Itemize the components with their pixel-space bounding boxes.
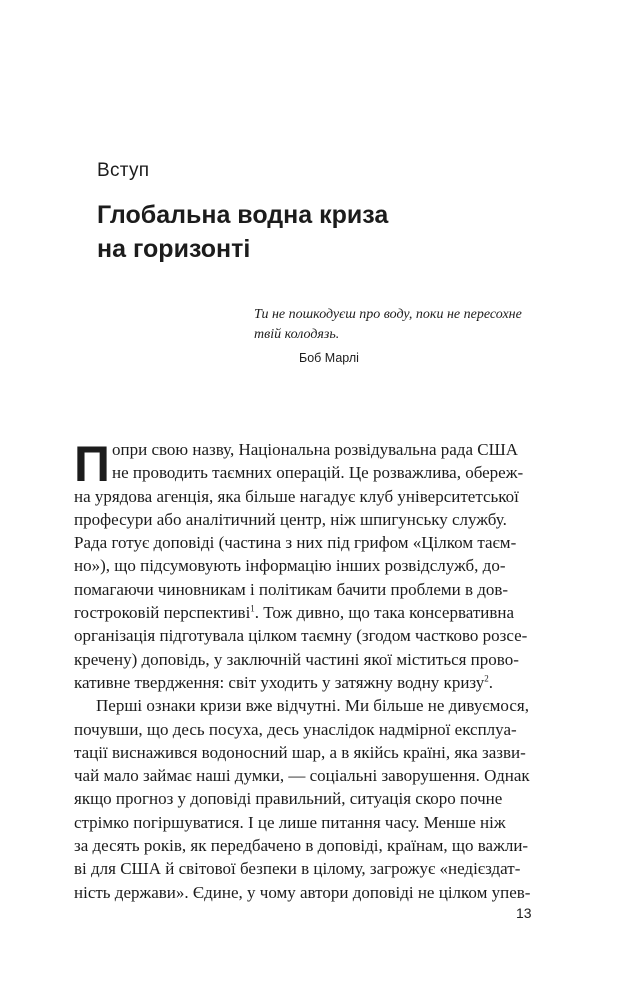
text-fragment: гостроковій перспективі — [74, 603, 251, 623]
epigraph-author: Боб Марлі — [299, 351, 359, 365]
footnote-ref[interactable]: 2 — [484, 673, 489, 684]
text-line: професури або аналітичний центр, ніж шпигунську службу. — [74, 509, 507, 529]
text-line: почувши, що десь посуха, десь унаслідок надмірної експлуа- — [74, 719, 517, 739]
text-line: на урядова агенція, яка більше нагадує клуб університетської — [74, 486, 519, 506]
chapter-title-line: Глобальна водна криза — [97, 201, 389, 229]
text-line: но»), що підсумовують інформацію інших розвідслужб, до- — [74, 556, 506, 576]
page-number: 13 — [516, 905, 532, 921]
drop-cap: П — [74, 436, 110, 492]
text-line: за десять років, як передбачено в доповіді, країнам, що важли- — [74, 836, 529, 856]
text-line: Рада готує доповіді (частина з них під грифом «Цілком таєм- — [74, 533, 517, 553]
text-line: Перші ознаки кризи вже відчутні. Ми більше не дивуємося, — [96, 696, 529, 716]
text-line: ві для США й світової безпеки в цілому, загрожує «недієздат- — [74, 859, 521, 879]
text-line: організація підготувала цілком таємну (згодом частково розсе- — [74, 626, 528, 646]
text-line — [74, 601, 541, 624]
text-line: чай мало займає наші думки, — соціальні заворушення. Однак — [74, 766, 530, 786]
text-line: опри свою назву, Національна розвідувальна рада США — [112, 440, 519, 459]
text-line: стрімко погіршуватися. І це лише питання часу. Менше ніж — [74, 812, 506, 832]
text-fragment: . Тож дивно, що така консервативна — [254, 603, 515, 623]
body-text — [74, 438, 541, 904]
text-line: кречену) доповідь, у заключній частині якої міститься прово- — [74, 649, 519, 669]
text-line: не проводить таємних операцій. Це розважлива, обереж- — [112, 463, 524, 483]
text-line: якщо прогноз у доповіді правильний, ситуація скоро почне — [74, 789, 503, 809]
epigraph — [254, 305, 544, 365]
footnote-ref[interactable]: 1 — [250, 603, 255, 614]
text-line: помагаючи чиновникам і політикам бачити проблеми в дов- — [74, 579, 509, 599]
chapter-title-line: на горизонті — [97, 235, 251, 263]
paragraph-2 — [74, 694, 541, 904]
chapter-title — [97, 198, 557, 266]
epigraph-quote-line: твій колодязь. — [254, 327, 340, 342]
chapter-label: Вступ — [97, 160, 150, 181]
text-fragment: . — [488, 672, 494, 692]
text-line: ність держави». Єдине, у чому автори доповіді не цілком упев- — [74, 882, 531, 902]
paragraph-1 — [74, 438, 541, 694]
text-fragment: кативне твердження: світ уходить у затяжну водну кризу — [74, 672, 485, 692]
text-line: тації виснажився водоносний шар, а в якійсь країні, яка зазви- — [74, 742, 526, 762]
epigraph-quote — [254, 305, 544, 345]
text-line — [74, 671, 541, 694]
epigraph-quote-line: Ти не пошкодуєш про воду, поки не пересохне — [254, 307, 522, 322]
